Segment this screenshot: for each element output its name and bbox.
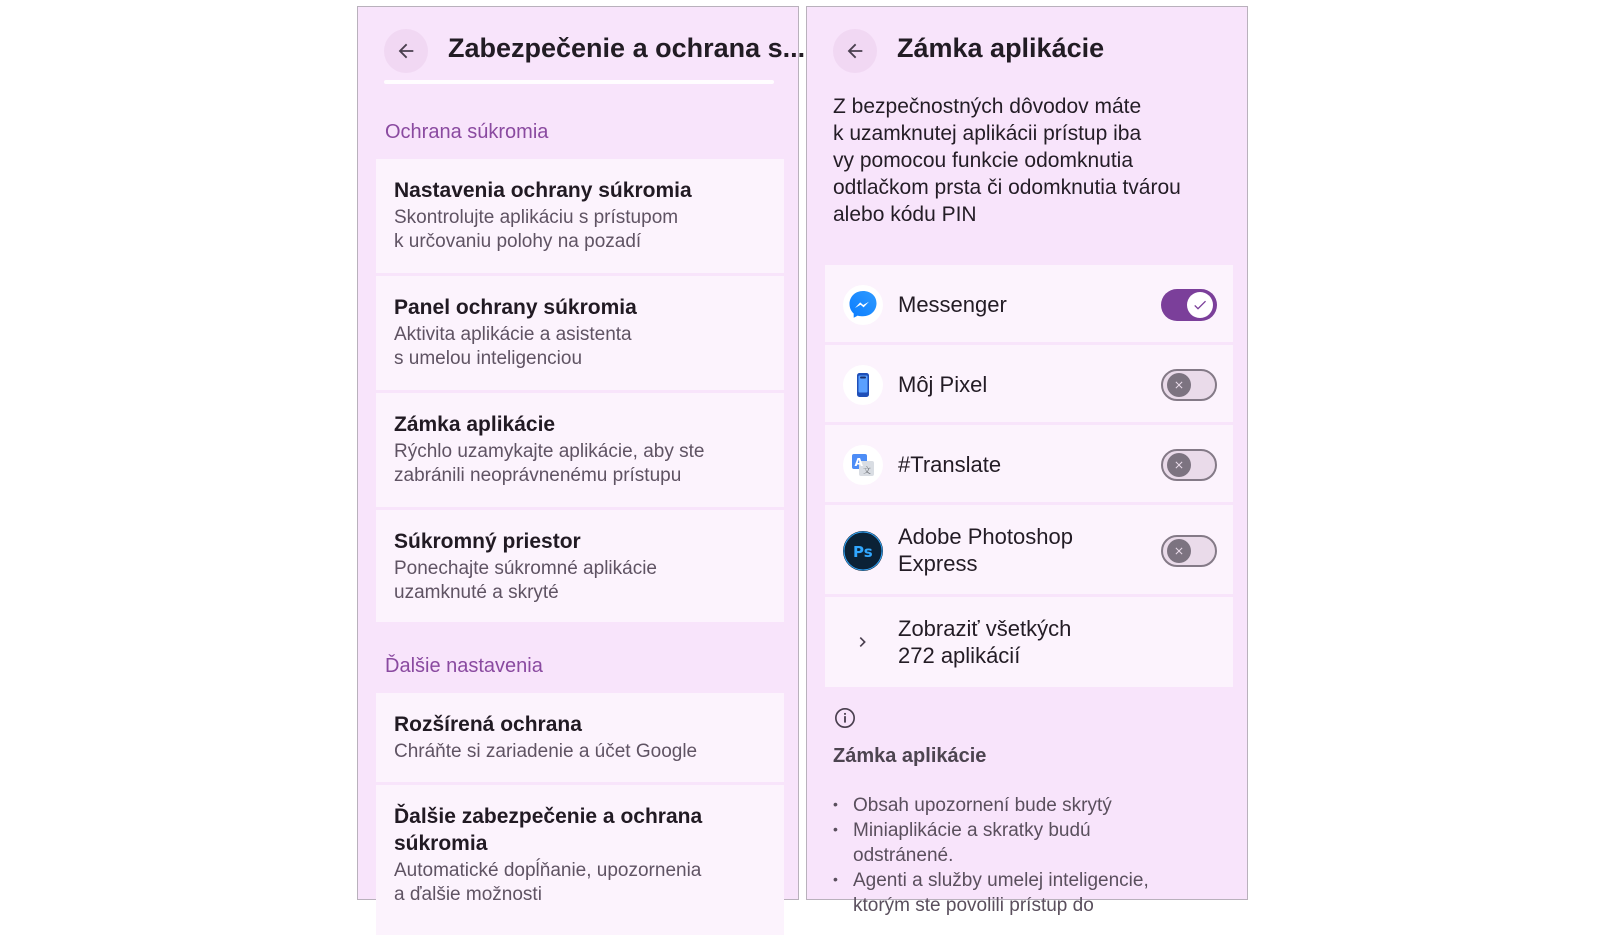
my-pixel-lock-toggle[interactable] [1161,369,1217,401]
item-title: Rozšírená ochrana [394,713,582,736]
item-title-line: Ďalšie zabezpečenie a ochrana [394,805,703,828]
back-arrow-icon [395,40,417,62]
item-subtitle [394,206,766,254]
description-line: odtlačkom prsta či odomknutia tvárou [833,176,1181,199]
privacy-card-group [376,159,784,622]
item-subtitle-line: zabránili neoprávnenému prístupu [394,465,682,486]
photoshop-express-icon [843,531,883,571]
back-arrow-icon [844,40,866,62]
item-subtitle-line: Automatické dopĺňanie, upozornenia [394,860,702,881]
show-all-line: 272 aplikácií [898,643,1021,668]
info-bullet [833,868,1223,918]
section-header-more-settings: Ďalšie nastavenia [385,655,543,677]
item-subtitle-line: Rýchlo uzamykajte aplikácie, aby ste [394,441,705,462]
photoshop-express-lock-toggle[interactable] [1161,535,1217,567]
show-all-apps-button[interactable] [825,597,1233,687]
show-all-label [898,615,1128,669]
section-header-privacy: Ochrana súkromia [385,121,549,143]
app-row-translate[interactable] [825,425,1233,505]
info-bullet [833,793,1223,818]
privacy-dashboard-item[interactable] [376,276,784,393]
item-subtitle-line: Aktivita aplikácie a asistenta [394,324,632,345]
bullet-line: • Agenti a služby umelej inteligencie, [853,870,1149,891]
translate-lock-toggle[interactable] [1161,449,1217,481]
description-line: k uzamknutej aplikácii prístup iba [833,122,1142,145]
close-icon [1173,379,1185,391]
svg-text:A: A [854,456,864,469]
top-app-bar [358,7,806,87]
pixel-phone-icon [843,365,883,405]
item-title-line: súkromia [394,832,488,855]
item-title: Nastavenia ochrany súkromia [394,179,692,202]
messenger-icon [843,285,883,325]
app-row-messenger[interactable] [825,265,1233,345]
translate-icon [843,445,883,485]
toggle-knob [1167,453,1191,477]
item-subtitle-line: a ďalšie možnosti [394,884,542,905]
bullet-line: odstránené. [853,845,954,866]
app-name: Môj Pixel [898,372,988,397]
bullet-line: • Obsah upozornení bude skrytý [853,795,1112,816]
item-subtitle: Chráňte si zariadenie a účet Google [394,741,698,762]
item-subtitle [394,440,766,488]
description-line: alebo kódu PIN [833,203,977,226]
info-bullet-list [833,793,1223,918]
check-icon [1192,297,1208,313]
app-lock-description [833,93,1223,228]
bullet-line: • Miniaplikácie a skratky budú [853,820,1091,841]
description-line: Z bezpečnostných dôvodov máte [833,95,1142,118]
item-title [394,803,766,857]
info-icon [834,707,856,729]
app-list [825,265,1233,687]
svg-text:Ps: Ps [853,543,873,561]
back-button[interactable] [833,29,877,73]
close-icon [1173,545,1185,557]
item-title: Súkromný priestor [394,530,581,553]
item-subtitle-line: s umelou inteligenciou [394,348,583,369]
app-row-photoshop-express[interactable] [825,505,1233,597]
item-subtitle-line: Skontrolujte aplikáciu s prístupom [394,207,679,228]
more-security-privacy-item[interactable] [376,785,784,935]
advanced-protection-item[interactable] [376,693,784,785]
private-space-item[interactable] [376,510,784,622]
bullet-line: ktorým ste povolili prístup do [853,895,1094,916]
app-lock-screen [806,6,1248,916]
messenger-lock-toggle[interactable] [1161,289,1217,321]
item-title: Panel ochrany súkromia [394,296,637,319]
app-name-line: Express [898,551,978,576]
item-subtitle [394,557,766,605]
security-privacy-screen [357,6,806,905]
item-title: Zámka aplikácie [394,413,556,436]
svg-text:文: 文 [863,466,871,475]
item-subtitle-line: uzamknuté a skryté [394,582,559,603]
scroll-indicator [384,80,774,84]
description-line: vy pomocou funkcie odomknutia [833,149,1133,172]
chevron-right-icon [843,622,883,662]
top-app-bar [807,7,1247,87]
item-subtitle [394,859,766,907]
app-name [898,523,1128,577]
app-row-my-pixel[interactable] [825,345,1233,425]
toggle-knob [1167,373,1191,397]
back-button[interactable] [384,29,428,73]
app-lock-item[interactable] [376,393,784,510]
app-name-line: Adobe Photoshop [898,524,1073,549]
more-settings-card-group [376,693,784,935]
show-all-line: Zobraziť všetkých [898,616,1072,641]
info-bullet [833,818,1223,868]
close-icon [1173,459,1185,471]
toggle-knob [1167,539,1191,563]
page-title: Zabezpečenie a ochrana s... [448,33,806,63]
item-subtitle-line: Ponechajte súkromné aplikácie [394,558,657,579]
item-subtitle [394,323,766,371]
item-subtitle-line: k určovaniu polohy na pozadí [394,231,642,252]
page-title: Zámka aplikácie [897,33,1105,63]
toggle-knob [1187,292,1213,318]
privacy-settings-item[interactable] [376,159,784,276]
info-title: Zámka aplikácie [833,745,987,767]
app-name: Messenger [898,292,1007,317]
app-name: #Translate [898,452,1002,477]
